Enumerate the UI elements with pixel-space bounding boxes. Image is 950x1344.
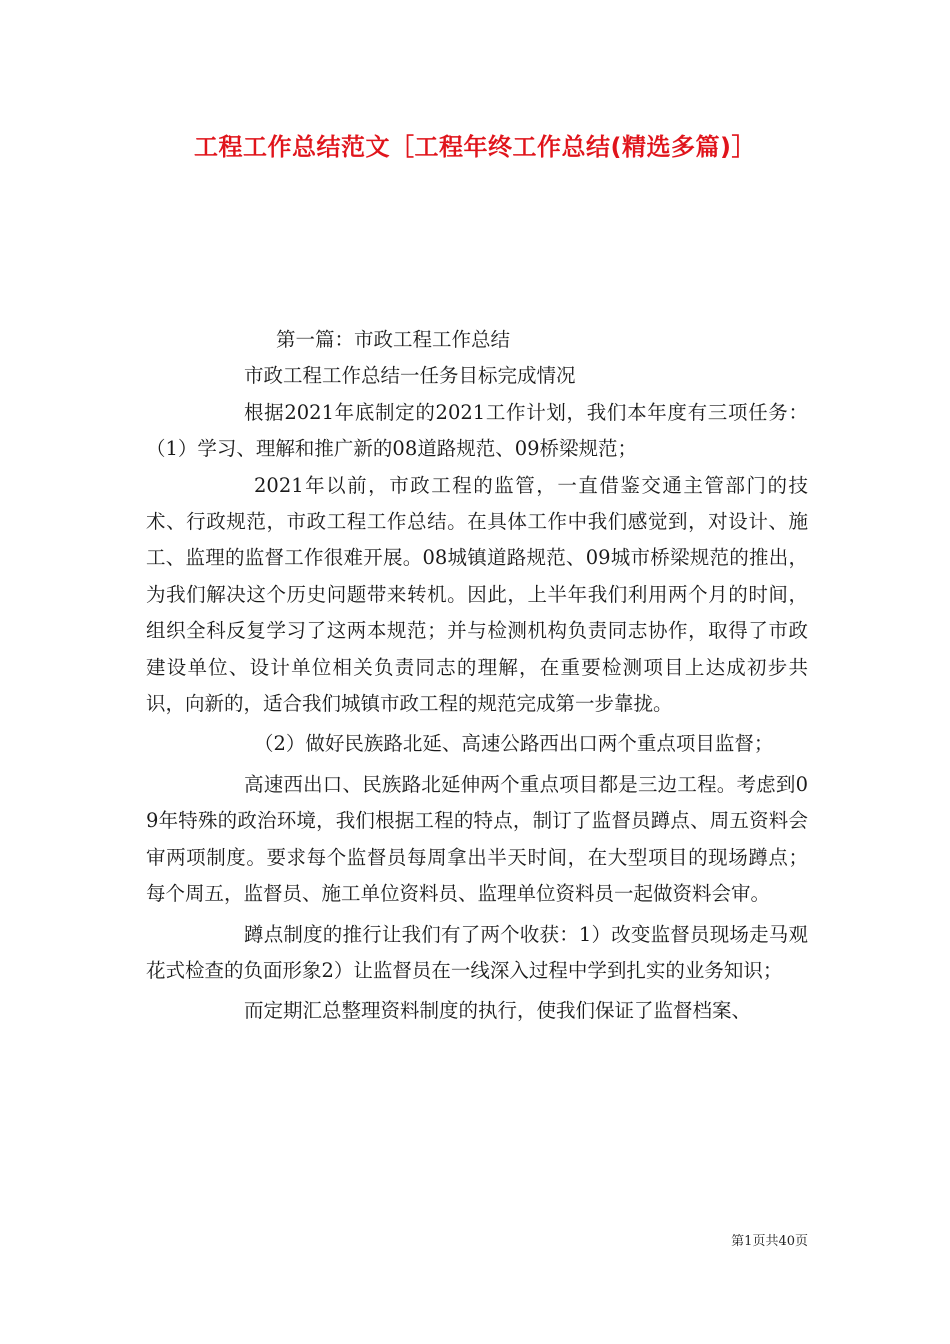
document-title: 工程工作总结范文［工程年终工作总结(精选多篇)］	[194, 133, 756, 161]
paragraph-archive: 而定期汇总整理资料制度的执行，使我们保证了监督档案、	[244, 999, 752, 1023]
section-heading: 第一篇：市政工程工作总结	[276, 328, 511, 351]
paragraph-gains: 蹲点制度的推行让我们有了两个收获：1）改变监督员现场走马观花式检查的负面形象2）让监督员在一线深入过程中学到扎实的业务知识；	[146, 922, 808, 982]
page-number: 第1页共40页	[731, 1234, 808, 1249]
paragraph-projects: 高速西出口、民族路北延伸两个重点项目都是三边工程。考虑到09年特殊的政治环境，我们根据工程的特点，制订了监督员蹲点、周五资料会审两项制度。要求每个监督员每周拿出半天时间，在大型项目的现场蹲点；每个周五，监督员、施工单位资料员、监理单位资料员一起做资料会审。	[146, 772, 808, 906]
document-body	[146, 322, 808, 1030]
paragraph-history: 2021年以前，市政工程的监管，一直借鉴交通主管部门的技术、行政规范，市政工程工作总结。在具体工作中我们感觉到，对设计、施工、监理的监督工作很难开展。08城镇道路规范、09城市桥梁规范的推出，为我们解决这个历史问题带来转机。因此，上半年我们利用两个月的时间，组织全科反复学习了这两本规范；并与检测机构负责同志协作，取得了市政建设单位、设计单位相关负责同志的理解，在重要检测项目上达成初步共识，向新的，适合我们城镇市政工程的规范完成第一步靠拢。	[146, 473, 808, 716]
paragraph-task-2: （2）做好民族路北延、高速公路西出口两个重点项目监督；	[254, 732, 774, 756]
paragraph-tasks: 根据2021年底制定的2021工作计划，我们本年度有三项任务：（1）学习、理解和推广新的08道路规范、09桥梁规范；	[146, 400, 808, 461]
subsection-heading: 市政工程工作总结一任务目标完成情况	[244, 364, 576, 388]
